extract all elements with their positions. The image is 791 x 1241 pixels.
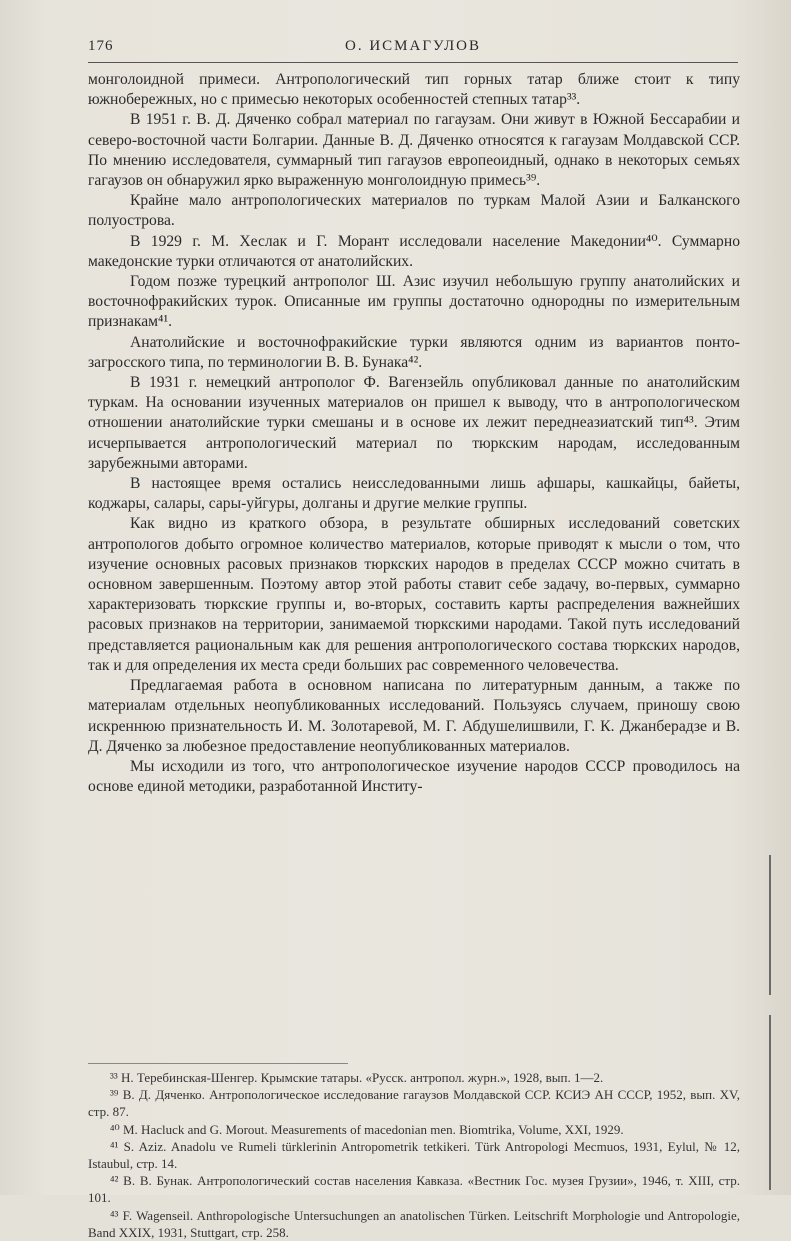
paragraph: В 1931 г. немецкий антрополог Ф. Вагензейль опубликовал данные по анатолийским туркам. На основании изученных материалов он пришел к выводу, что в антропологическом отношении анатолийские турки смешаны и в основе их лежит переднеазиатский тип⁴³. Этим исчерпывается антропологический материал по тюркским народам, исследованным зарубежными авторами.: [88, 374, 740, 472]
page-number: 176: [88, 38, 114, 54]
body-text: [88, 70, 740, 797]
footnote: ⁴³ F. Wagenseil. Anthropologische Untersuchungen an anatolischen Türken. Leitschrift Morphologie und Antropologie, Band XXIX, 1931, Stuttgart, стр. 258.: [88, 1207, 740, 1240]
paragraph: Крайне мало антропологических материалов по туркам Малой Азии и Балканского полуострова.: [88, 192, 740, 230]
paragraph: В 1929 г. М. Хеслак и Г. Морант исследовали население Македонии⁴⁰. Суммарно македонские турки отличаются от анатолийских.: [88, 232, 740, 270]
footnote: ⁴¹ S. Aziz. Anadolu ve Rumeli türklerinin Antropometrik tetkikeri. Türk Antropologi Mecmuos, 1931, Eylul, № 12, Istaubul, стр. 14.: [88, 1138, 740, 1172]
page-edge-mark: [769, 855, 771, 995]
footnote: ³³ Н. Теребинская-Шенгер. Крымские татары. «Русск. антропол. журн.», 1928, вып. 1—2.: [110, 1070, 604, 1085]
paragraph: Предлагаемая работа в основном написана по литературным данным, а также по материалам отдельных неопубликованных исследований. Пользуясь случаем, приношу свою искреннюю признательность И. М. Золотаревой, М. Г. Абдушелишвили, Г. К. Джанберадзе и В. Д. Дяченко за любезное предоставление неопубликованных материалов.: [88, 677, 740, 755]
running-title: О. ИСМАГУЛОВ: [345, 38, 481, 54]
footnote-rule: [88, 1063, 348, 1064]
footnote: ⁴² В. В. Бунак. Антропологический состав населения Кавказа. «Вестник Гос. музея Грузии», 1946, т. XIII, стр. 101.: [88, 1173, 740, 1206]
paragraph: Мы исходили из того, что антропологическое изучение народов СССР проводилось на основе единой методики, разработанной Институ-: [88, 757, 740, 796]
paragraph: Годом позже турецкий антрополог Ш. Азис изучил небольшую группу анатолийских и восточнофракийских турок. Описанные им группы достаточно однородны по измерительным признакам⁴¹.: [88, 273, 740, 331]
footnote: ⁴⁰ M. Hacluck and G. Morout. Measurements of macedonian men. Biomtrika, Volume, XXI, 1929.: [110, 1121, 624, 1137]
footnote: ³⁹ В. Д. Дяченко. Антропологическое исследование гагаузов Молдавской ССР. КСИЭ АН СССР, 1952, вып. XV, стр. 87.: [88, 1087, 740, 1120]
paragraph: монголоидной примеси. Антропологический тип горных татар ближе стоит к типу южнобережных, но с примесью некоторых особенностей степных татар³³.: [88, 71, 740, 109]
header-rule: [88, 62, 738, 63]
paragraph: В настоящее время остались неисследованными лишь афшары, кашкайцы, байеты, коджары, салары, сары-уйгуры, долганы и другие мелкие группы.: [88, 475, 740, 513]
paragraph: В 1951 г. В. Д. Дяченко собрал материал по гагаузам. Они живут в Южной Бессарабии и северо-восточной части Болгарии. Данные В. Д. Дяченко относятся к гагаузам Молдавской ССР. По мнению исследователя, суммарный тип гагаузов европеоидный, однако в некоторых семьях гагаузов он обнаружил ярко выраженную монголоидную примесь³⁹.: [88, 111, 740, 190]
page-edge-mark: [769, 1015, 771, 1190]
footnotes: [88, 1069, 740, 1241]
page-header: [88, 38, 738, 60]
paragraph: Анатолийские и восточнофракийские турки являются одним из вариантов понто-загросского типа, по терминологии В. В. Бунака⁴².: [88, 333, 740, 371]
paragraph: Как видно из краткого обзора, в результате обширных исследований советских антропологов добыто огромное количество материалов, которые приводят к мысли о том, что изучение основных расовых признаков тюркских народов в пределах СССР можно считать в основном завершенным. Поэтому автор этой работы ставит себе задачу, во-первых, суммарно характеризовать тюркские группы и, во-вторых, составить карты распределения важнейших расовых признаков на территории, занимаемой тюркскими народами. Такой путь исследований представляется рациональным как для решения антропологического состава тюркских народов, так и для определения их места среди больших рас современного человечества.: [88, 515, 740, 674]
